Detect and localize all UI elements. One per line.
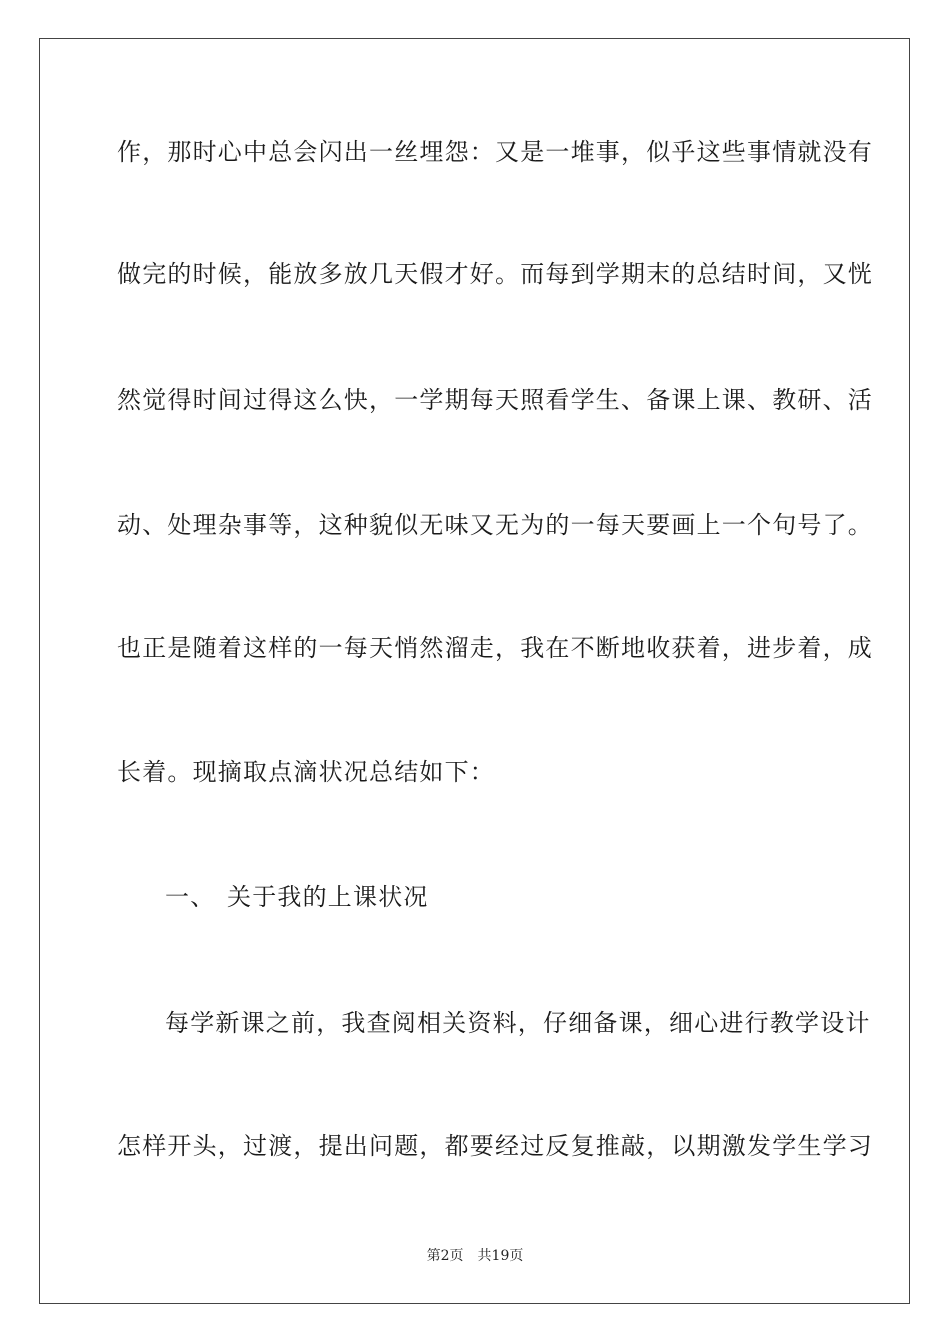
body-text-line: 然觉得时间过得这么快，一学期每天照看学生、备课上课、教研、活 — [117, 386, 873, 414]
body-text-line: 做完的时候，能放多放几天假才好。而每到学期末的总结时间，又恍 — [117, 260, 873, 288]
page-total: 共19页 — [477, 1248, 524, 1264]
section-heading-number: 一、 — [165, 883, 216, 911]
body-text-line: 作，那时心中总会闪出一丝埋怨：又是一堆事，似乎这些事情就没有 — [117, 138, 873, 166]
body-text-line: 也正是随着这样的一每天悄然溜走，我在不断地收获着，进步着，成 — [117, 634, 873, 662]
page-number: 第2页 — [426, 1248, 464, 1264]
page-border — [39, 38, 910, 1304]
section-heading-title: 关于我的上课状况 — [227, 883, 429, 911]
body-text-line: 怎样开头，过渡，提出问题，都要经过反复推敲，以期激发学生学习 — [117, 1132, 873, 1160]
body-text-line: 长着。现摘取点滴状况总结如下： — [117, 758, 495, 786]
page-footer — [0, 1247, 950, 1265]
section-heading — [165, 882, 881, 912]
paragraph-first-line: 每学新课之前，我查阅相关资料，仔细备课，细心进行教学设计 — [165, 1009, 871, 1037]
body-text-line: 动、处理杂事等，这种貌似无味又无为的一每天要画上一个句号了。 — [117, 511, 873, 539]
